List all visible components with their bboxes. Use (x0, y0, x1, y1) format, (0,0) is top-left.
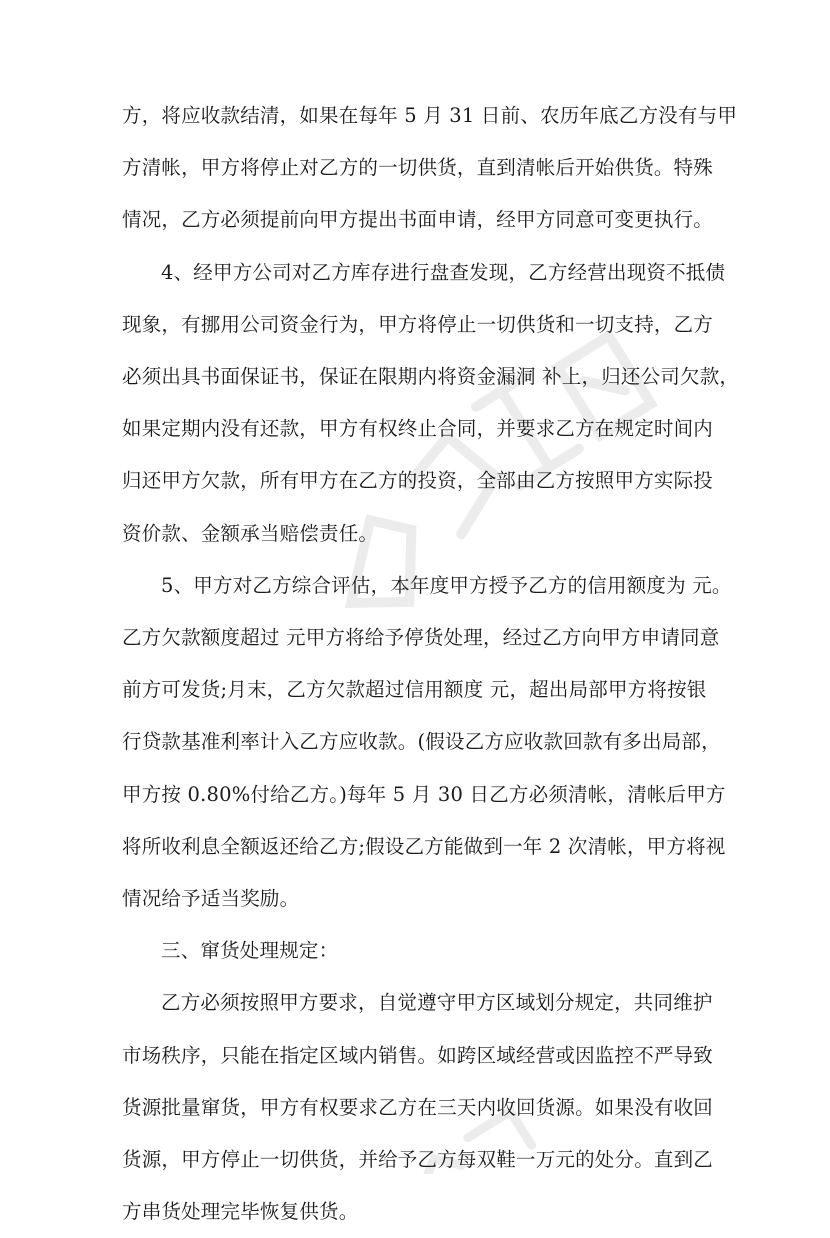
document-body (122, 90, 740, 1238)
text-line-item-5: 5、甲方对乙方综合评估，本年度甲方授予乙方的信用额度为 元。 (161, 573, 732, 597)
text-line: 归还甲方欠款，所有甲方在乙方的投资，全部由乙方按照甲方实际投 (122, 469, 714, 493)
text-line: 现象，有挪用公司资金行为，甲方将停止一切供货和一切支持，乙方 (122, 312, 714, 336)
text-line: 情况给予适当奖励。 (122, 887, 300, 911)
text-line: 方串货处理完毕恢复供货。 (122, 1200, 359, 1224)
text-line: 前方可发货;月末，乙方欠款超过信用额度 元，超出局部甲方将按银 (122, 678, 707, 702)
section-heading: 三、窜货处理规定： (161, 939, 339, 963)
text-line-item-4: 4、经甲方公司对乙方库存进行盘查发现，乙方经营出现资不抵债 (161, 260, 726, 284)
text-line: 方清帐，甲方将停止对乙方的一切供货，直到清帐后开始供货。特殊 (122, 156, 714, 180)
text-line: 必须出具书面保证书，保证在限期内将资金漏洞 补上，归还公司欠款， (122, 365, 740, 389)
text-line: 乙方欠款额度超过 元甲方将给予停货处理，经过乙方向甲方申请同意 (122, 626, 720, 650)
text-line: 资价款、金额承当赔偿责任。 (122, 521, 379, 545)
text-line: 乙方必须按照甲方要求，自觉遵守甲方区域划分规定，共同维护 (161, 991, 713, 1015)
text-line: 行贷款基准利率计入乙方应收款。(假设乙方应收款回款有多出局部， (122, 730, 721, 754)
text-line: 市场秩序，只能在指定区域内销售。如跨区域经营或因监控不严导致 (122, 1043, 714, 1067)
text-line: 如果定期内没有还款，甲方有权终止合同，并要求乙方在规定时间内 (122, 417, 714, 441)
text-line: 情况，乙方必须提前向甲方提出书面申请，经甲方同意可变更执行。 (122, 208, 714, 232)
text-line: 方，将应收款结清，如果在每年 5 月 31 日前、农历年底乙方没有与甲 (122, 104, 738, 127)
text-line: 甲方按 0.80%付给乙方。)每年 5 月 30 日乙方必须清帐，清帐后甲方 (122, 782, 726, 806)
text-line: 将所收利息全额返还给乙方;假设乙方能做到一年 2 次清帐，甲方将视 (122, 834, 726, 858)
text-line: 货源批量窜货，甲方有权要求乙方在三天内收回货源。如果没有收回 (122, 1095, 714, 1119)
text-line: 货源，甲方停止一切供货，并给予乙方每双鞋一万元的处分。直到乙 (122, 1148, 714, 1172)
